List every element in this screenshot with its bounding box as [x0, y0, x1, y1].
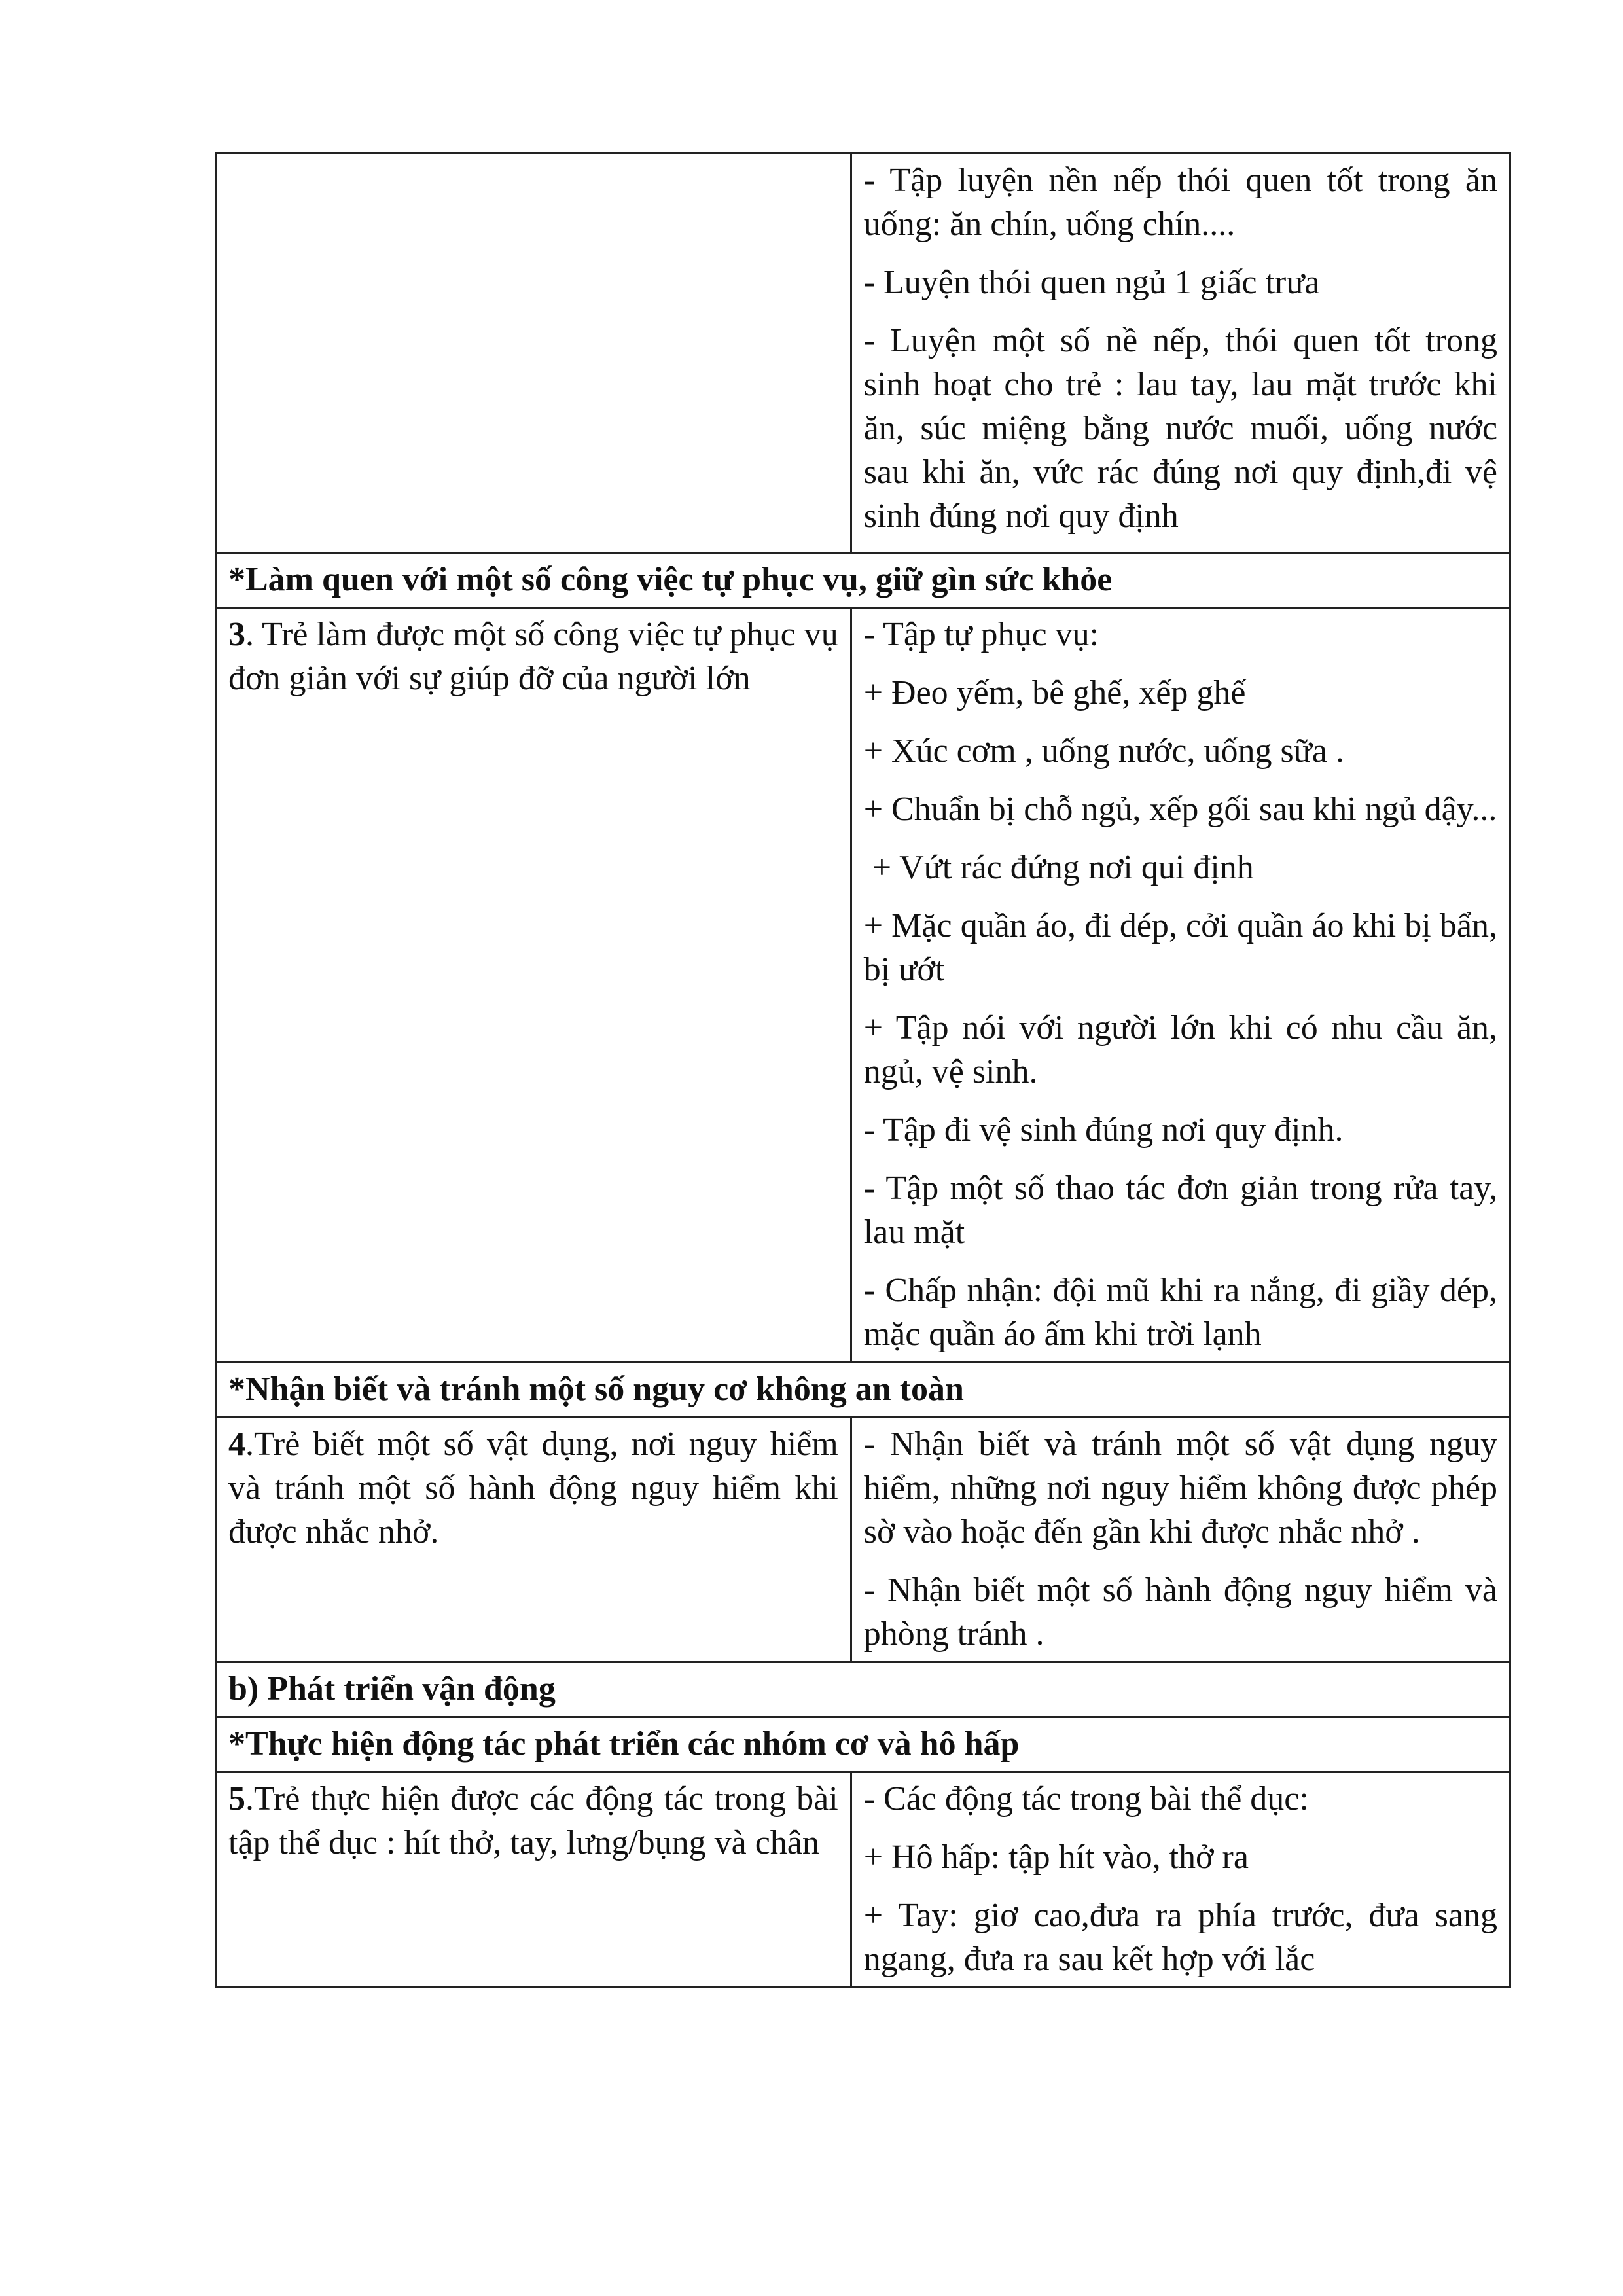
content-item: + Tay: giơ cao,đưa ra phía trước, đưa sang ngang, đưa ra sau kết hợp với lắc [863, 1897, 1497, 1978]
content-item: + Vứt rác đứng nơi qui định [863, 849, 1254, 886]
table-row [216, 1772, 1510, 1988]
table-row [216, 154, 1510, 553]
content-cell [851, 1418, 1510, 1662]
section-heading: *Thực hiện động tác phát triển các nhóm cơ và hô hấp [216, 1717, 1510, 1772]
content-cell [851, 608, 1510, 1363]
content-item: - Luyện thói quen ngủ 1 giấc trưa [863, 264, 1320, 301]
table-row [216, 1418, 1510, 1662]
content-item: - Nhận biết và tránh một số vật dụng nguy hiểm, những nơi nguy hiểm không được phép sờ vào hoặc đến gần khi được nhắc nhở . [863, 1426, 1497, 1551]
content-item: + Xúc cơm , uống nước, uống sữa . [863, 732, 1344, 770]
goal-cell [216, 154, 851, 553]
content-item: + Tập nói với người lớn khi có nhu cầu ăn, ngủ, vệ sinh. [863, 1009, 1497, 1090]
content-item: - Các động tác trong bài thể dục: [863, 1780, 1309, 1818]
section-heading: *Nhận biết và tránh một số nguy cơ không an toàn [216, 1363, 1510, 1418]
goal-text [228, 613, 838, 700]
content-item: + Chuẩn bị chỗ ngủ, xếp gối sau khi ngủ dậy... [863, 791, 1497, 828]
goal-cell [216, 608, 851, 1363]
goal-description: . Trẻ làm được một số công việc tự phục vụ đơn giản với sự giúp đỡ của người lớn [228, 616, 838, 697]
table-row [216, 608, 1510, 1363]
section-heading-row [216, 553, 1510, 608]
content-cell [851, 1772, 1510, 1988]
goal-text [228, 1422, 838, 1554]
content-item: + Hô hấp: tập hít vào, thở ra [863, 1839, 1249, 1876]
section-heading: b) Phát triển vận động [216, 1662, 1510, 1717]
section-heading-row [216, 1717, 1510, 1772]
goal-cell [216, 1772, 851, 1988]
content-item: - Tập luyện nền nếp thói quen tốt trong ăn uống: ăn chín, uống chín.... [863, 162, 1497, 243]
content-item: - Tập đi vệ sinh đúng nơi quy định. [863, 1111, 1344, 1149]
goal-description: .Trẻ biết một số vật dụng, nơi nguy hiểm và tránh một số hành động nguy hiểm khi được nhắc nhở. [228, 1426, 838, 1551]
content-item: + Đeo yếm, bê ghế, xếp ghế [863, 674, 1246, 711]
goal-number: 4 [228, 1426, 245, 1463]
content-item: - Tập tự phục vụ: [863, 616, 1099, 653]
content-item: - Chấp nhận: đội mũ khi ra nắng, đi giầy dép, mặc quần áo ấm khi trời lạnh [863, 1272, 1497, 1353]
goal-number: 3 [228, 616, 245, 653]
goal-description: .Trẻ thực hiện được các động tác trong bài tập thể dục : hít thở, tay, lưng/bụng và chân [228, 1780, 838, 1861]
goal-text [228, 1777, 838, 1865]
content-item: - Tập một số thao tác đơn giản trong rửa tay, lau mặt [863, 1170, 1497, 1251]
content-item: - Luyện một số nề nếp, thói quen tốt trong sinh hoạt cho trẻ : lau tay, lau mặt trước khi ăn, súc miệng bằng nước muối, uống nước sau khi ăn, vức rác đúng nơi quy định,đi vệ sinh đúng nơi quy định [863, 322, 1497, 535]
content-item: - Nhận biết một số hành động nguy hiểm và phòng tránh . [863, 1571, 1497, 1653]
section-heading: *Làm quen với một số công việc tự phục vụ, giữ gìn sức khỏe [216, 553, 1510, 608]
curriculum-table [215, 152, 1511, 1988]
goal-number: 5 [228, 1780, 245, 1818]
goal-cell [216, 1418, 851, 1662]
content-cell [851, 154, 1510, 553]
content-item: + Mặc quần áo, đi dép, cởi quần áo khi bị bẩn, bị ướt [863, 907, 1497, 988]
section-heading-row [216, 1662, 1510, 1717]
section-heading-row [216, 1363, 1510, 1418]
